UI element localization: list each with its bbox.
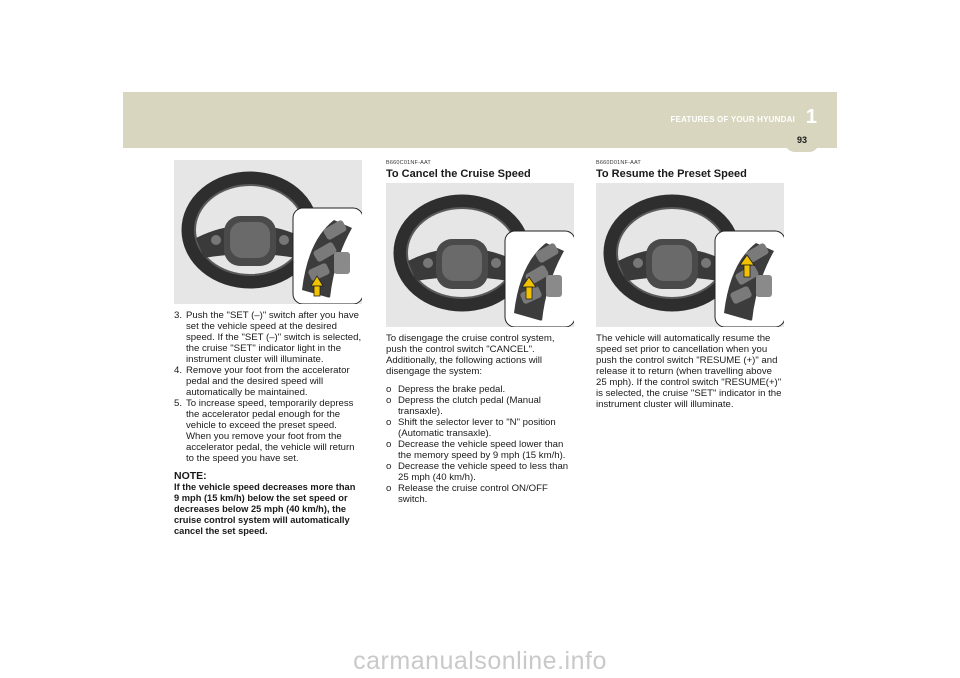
section-code: B660D01NF-AAT <box>596 160 641 166</box>
section-code: B660C01NF-AAT <box>386 160 431 166</box>
steps-list <box>174 310 362 464</box>
bullet-mark: o <box>386 384 392 395</box>
step-text: Push the "SET (–)" switch after you have set the vehicle speed at the desired speed. If the "SET (–)" switch is selected, the cruise "SET" indicator light in the instrument cluster will illuminate. <box>186 310 362 365</box>
list-item-text: Decrease the vehicle speed lower than the memory speed by 9 mph (15 km/h). <box>398 439 566 461</box>
list-item-text: Release the cruise control ON/OFF switch. <box>398 483 548 505</box>
figure-code: ONF058017 <box>328 297 358 303</box>
disengage-list <box>386 384 574 505</box>
bullet-mark: o <box>386 439 392 450</box>
header-band <box>123 92 837 148</box>
steering-wheel-icon <box>596 183 784 327</box>
page-number: 93 <box>796 135 807 145</box>
list-item-text: Depress the brake pedal. <box>398 384 506 395</box>
column-middle <box>386 160 574 505</box>
list-item <box>386 483 574 505</box>
figure-steering-wheel-resume <box>596 183 784 327</box>
section-heading: To Cancel the Cruise Speed <box>386 168 531 180</box>
list-item <box>386 461 574 483</box>
note-text: If the vehicle speed decreases more than 9 mph (15 km/h) below the set speed or decreases below 25 mph (40 km/h), the cruise control system will automatically cancel the set speed. <box>174 482 356 536</box>
list-item-text: Depress the clutch pedal (Manual transaxle). <box>398 395 541 417</box>
list-item <box>386 417 574 439</box>
figure-code: ONF058017 <box>750 320 780 326</box>
step-number: 5. <box>174 398 183 409</box>
watermark: carmanualsonline.info <box>353 647 607 675</box>
list-item-text: Shift the selector lever to "N" position (Automatic transaxle). <box>398 417 556 439</box>
col2-text <box>386 333 574 505</box>
steering-wheel-icon <box>174 160 362 304</box>
list-item <box>174 310 362 365</box>
chapter-number: 1 <box>805 106 817 128</box>
list-item <box>174 398 362 464</box>
list-item-text: Decrease the vehicle speed to less than 25 mph (40 km/h). <box>398 461 569 483</box>
section-heading: To Resume the Preset Speed <box>596 168 747 180</box>
col3-text <box>596 333 784 410</box>
list-item <box>386 395 574 417</box>
step-number: 4. <box>174 365 183 376</box>
steering-wheel-icon <box>386 183 574 327</box>
intro-paragraph: To disengage the cruise control system, push the control switch "CANCEL". Additionally, the following actions will disengage the system: <box>386 333 555 377</box>
step-number: 3. <box>174 310 183 321</box>
figure-code: ONF058018 <box>540 320 570 326</box>
bullet-mark: o <box>386 417 392 428</box>
body-paragraph: The vehicle will automatically resume the speed set prior to cancellation when you push the control switch "RESUME (+)" and release it to return (when travelling above 25 mph). If the control switch "RESUME(+)" is selected, the cruise "SET" indicator in the instrument cluster will illuminate. <box>596 333 782 410</box>
note-title: NOTE: <box>174 470 207 482</box>
list-item <box>386 384 574 395</box>
column-left <box>174 160 362 537</box>
bullet-mark: o <box>386 395 392 406</box>
bullet-mark: o <box>386 461 392 472</box>
step-text: Remove your foot from the accelerator pedal and the desired speed will automatically be maintained. <box>186 365 350 398</box>
page-tab <box>785 131 819 152</box>
list-item <box>386 439 574 461</box>
column-right <box>596 160 784 417</box>
step-text: To increase speed, temporarily depress the accelerator pedal enough for the vehicle to exceed the preset speed. When you remove your foot from the accelerator pedal, the vehicle will return to the speed you have set. <box>186 398 355 464</box>
col1-text <box>174 310 362 537</box>
chapter-label: FEATURES OF YOUR HYUNDAI <box>670 115 795 124</box>
list-item <box>174 365 362 398</box>
bullet-mark: o <box>386 483 392 494</box>
figure-steering-wheel-set <box>174 160 362 304</box>
figure-steering-wheel-cancel <box>386 183 574 327</box>
